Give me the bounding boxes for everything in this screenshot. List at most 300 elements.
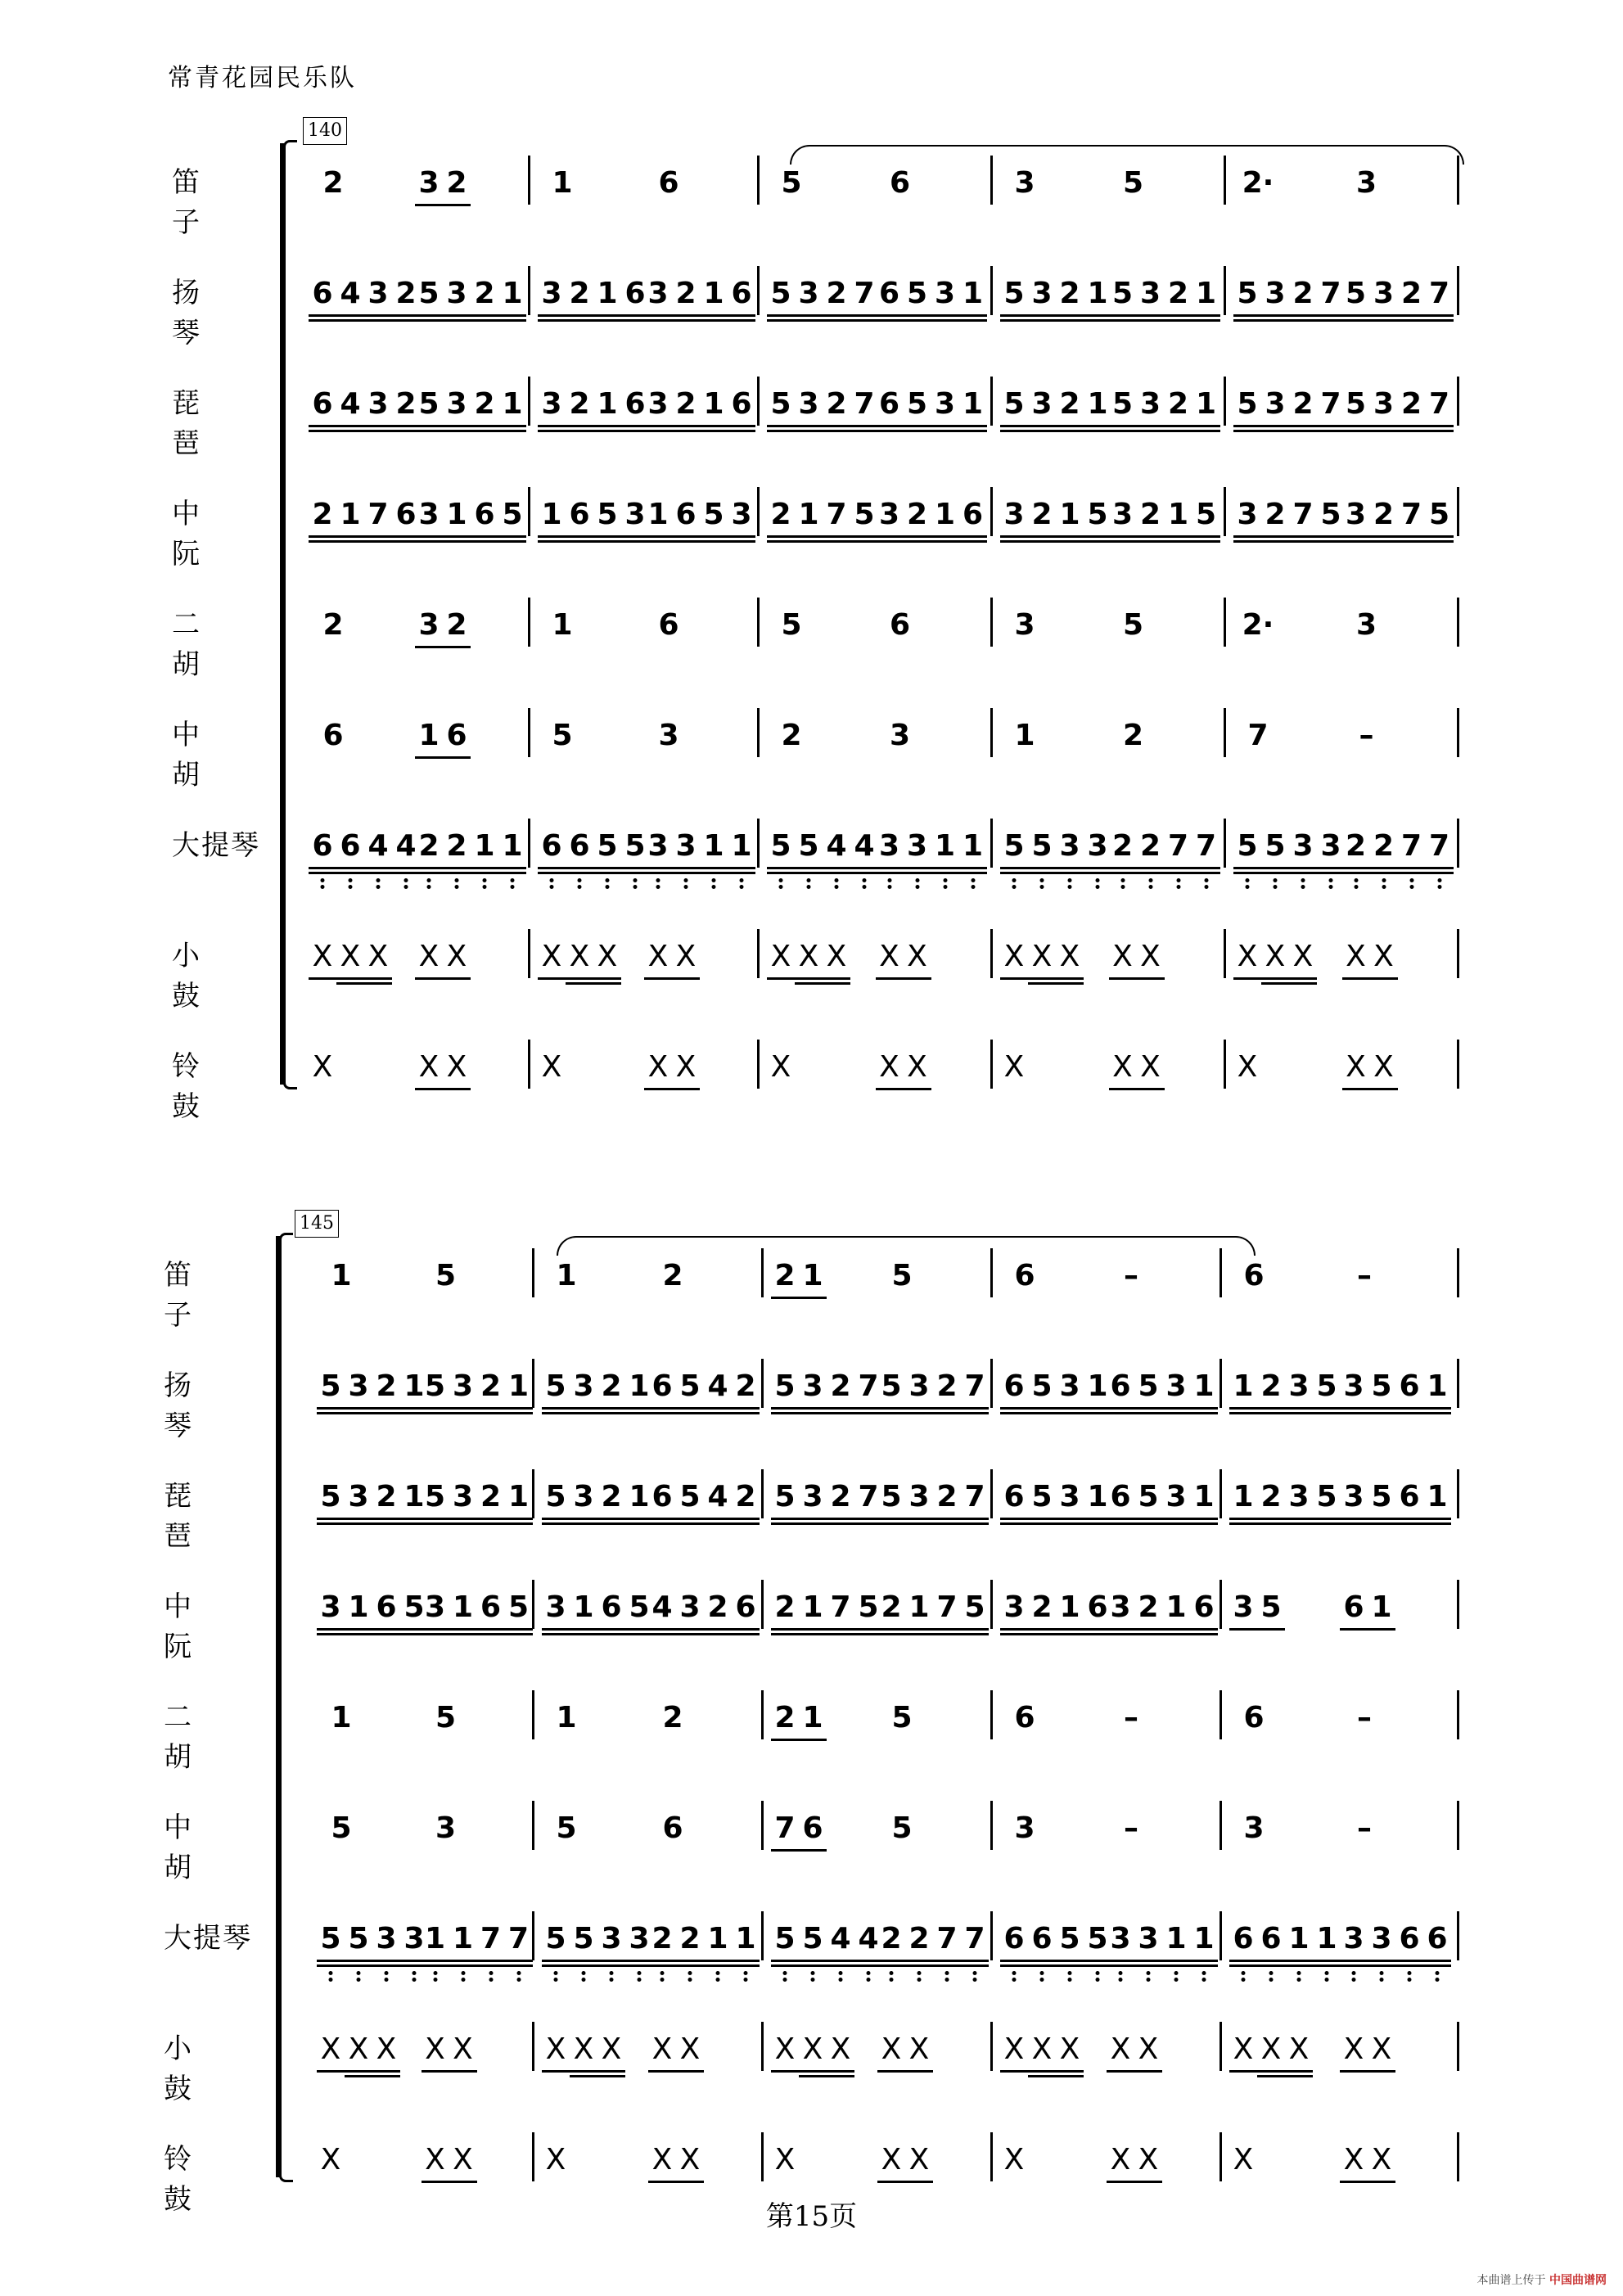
note: 1 [962,387,984,421]
beat-group [648,1590,760,1624]
beat-group [1109,498,1220,531]
beat-group [422,2032,477,2066]
note: 2 [376,1369,397,1403]
beam-line [542,1628,653,1631]
octave-dot [1297,1971,1301,1975]
beam-line [415,425,526,427]
beat-group [1000,940,1084,973]
rhythm-mark: X [1059,2032,1080,2066]
note: 3 [1107,1922,1134,1955]
beam-line [1107,1412,1218,1414]
barline [990,1248,993,1297]
note: 5 [1122,166,1144,200]
note: 5 [774,1369,796,1403]
barline [761,1911,764,1960]
octave-dot [740,885,744,889]
barline [528,1040,530,1089]
note: 1 [1427,1480,1448,1513]
barline [1224,266,1226,315]
rhythm-mark: X [830,2032,851,2066]
beat-group [1107,1811,1156,1845]
note: 3 [545,1590,566,1624]
note: 1 [597,277,618,310]
beam-line [1229,1628,1285,1631]
beat-group [1340,2032,1395,2066]
beat-group [767,166,816,200]
note: 1 [340,498,361,531]
beat-group [1107,2143,1162,2176]
note: 5 [435,1701,457,1734]
beam-line [415,430,526,432]
rhythm-mark: X [541,940,562,973]
rhythm-mark: X [651,2143,673,2176]
note: 6 [1243,1259,1265,1292]
octave-dot [1012,878,1017,882]
octave-dot [550,885,554,889]
beat-group [644,387,755,421]
note: 5 [1371,1480,1392,1513]
bracket-cap-top [279,1233,293,1239]
beat-group [1107,1701,1156,1734]
beat-group [1000,1259,1049,1292]
rhythm-mark: X [1237,1050,1258,1084]
octave-dot [688,1978,692,1982]
rhythm-mark: X [601,2032,622,2066]
rhythm-mark: X [418,1050,440,1084]
octave-dot [660,1978,665,1982]
beam-line [1109,425,1220,427]
beam-line [415,872,526,874]
note: 1 [700,829,728,863]
beam-line [644,867,755,869]
rhythm-mark: X [770,940,791,973]
note: 2 [662,1701,683,1734]
note: 1 [1313,1922,1341,1955]
instrument-label: 小鼓 [172,940,242,1013]
note: – [1124,1811,1138,1845]
octave-dot [779,885,783,889]
note: 3 [1014,1811,1035,1845]
beam-line [542,1960,653,1962]
note: 5 [345,1922,372,1955]
note: 5 [1345,277,1367,310]
note: 6 [1229,1922,1257,1955]
note: 7 [830,1590,851,1624]
phrase-slur [790,145,1464,165]
barline [1224,819,1226,868]
barline [990,1801,993,1850]
barline [761,1690,764,1739]
note: 1 [802,1590,823,1624]
rhythm-mark: X [367,940,389,973]
beam-line [415,867,526,869]
beam-line [317,1628,428,1631]
octave-dot [404,878,408,882]
beat-group [648,1811,697,1845]
octave-dot [1409,885,1413,889]
note: 1 [1371,1590,1392,1624]
beat-group [1000,1922,1111,1955]
octave-dot [712,878,716,882]
note: 6 [376,1590,397,1624]
instrument-label: 中胡 [164,1811,234,1884]
barline [757,819,760,868]
octave-dot [1246,878,1250,882]
note: 3 [679,1590,701,1624]
note: 5 [767,829,795,863]
note: 6 [1395,1922,1423,1955]
octave-dot [606,885,610,889]
beam-line [1109,430,1220,432]
note: 1 [331,1259,352,1292]
beam-line [1109,314,1220,317]
beat-group [1340,1922,1451,1955]
note: 5 [1138,1480,1159,1513]
beam-line [877,1412,989,1414]
note: 2 [474,277,495,310]
note: 7 [1320,277,1341,310]
barline [1457,708,1459,757]
note: 5 [891,1259,913,1292]
octave-dot [1436,1971,1440,1975]
note: 2 [1137,829,1165,863]
barline [757,487,760,536]
beat-group [422,2143,477,2176]
beat-group [309,829,420,863]
beat-group [648,1701,697,1734]
beam-line [1000,1964,1111,1967]
note: 5 [1320,498,1341,531]
beam-line [877,1518,989,1520]
beam-line [317,1960,428,1962]
beam-line [1109,540,1220,543]
beam-line [415,977,471,980]
note: 2 [676,1922,704,1955]
beam-line [644,314,755,317]
beat-group [1109,719,1158,752]
note: 2 [415,829,443,863]
barline [757,598,760,647]
note: 3 [908,1369,930,1403]
beam-line [1028,982,1084,985]
barline [528,708,530,757]
barline [990,1580,993,1629]
note: 2 [446,166,467,200]
rhythm-mark: X [340,940,361,973]
note: 1 [1059,498,1080,531]
note: 7 [1428,387,1450,421]
beam-line [1233,872,1345,874]
note: 1 [1233,1369,1254,1403]
octave-dot [807,878,811,882]
octave-dot [1301,885,1305,889]
beam-line [1109,867,1220,869]
note: 6 [569,498,590,531]
beat-group [877,1922,989,1955]
beam-line [877,1964,989,1967]
beam-line [767,314,878,317]
octave-dot [917,1978,922,1982]
note: 3 [348,1480,369,1513]
beam-line [1107,1964,1218,1967]
beat-group [1109,940,1165,973]
note: 5 [1233,829,1261,863]
note: 3 [1139,387,1161,421]
beat-group [1229,1811,1278,1845]
beam-line [1000,1960,1111,1962]
octave-dot [890,1971,894,1975]
octave-dot [433,1971,437,1975]
note: 2 [830,1369,851,1403]
beam-line [876,872,987,874]
note: 3 [1343,1369,1364,1403]
note: 2 [1031,498,1053,531]
note: 1 [552,608,573,642]
octave-dot [811,1971,815,1975]
octave-dot [744,1978,748,1982]
beam-line [1261,982,1317,985]
beam-line [538,540,649,543]
beat-group [422,1590,533,1624]
beat-group [767,940,850,973]
note: 3 [731,498,752,531]
note: 6 [675,498,697,531]
note: 5 [1371,1369,1392,1403]
rhythm-mark: X [1140,1050,1161,1084]
note: 3 [418,608,440,642]
octave-dot [385,1971,389,1975]
beam-line [422,1633,533,1635]
note: 3 [1289,829,1317,863]
beam-line [767,867,878,869]
beam-line [415,1088,471,1090]
note: 4 [707,1369,728,1403]
note: 7 [1428,277,1450,310]
beam-line [317,1518,428,1520]
note: 3 [802,1480,823,1513]
octave-dot [1408,1971,1412,1975]
note: 5 [556,1811,577,1845]
barline [532,2022,534,2071]
beat-group [317,1259,366,1292]
rhythm-mark: X [675,1050,697,1084]
note: 3 [1139,277,1161,310]
beat-group [767,498,878,531]
beat-group [415,277,526,310]
note: 1 [418,719,440,752]
octave-dot [357,1978,361,1982]
beat-group [415,608,471,642]
beat-group [877,1369,989,1403]
note: 5 [424,1480,446,1513]
barline [1457,1040,1459,1089]
beam-line [1000,540,1111,543]
octave-dot [943,885,947,889]
note: 5 [593,829,621,863]
note: 5 [906,387,928,421]
beat-group [542,1590,653,1624]
rhythm-mark: X [647,1050,669,1084]
rhythm-mark: X [1138,2143,1159,2176]
beam-line [309,314,420,317]
octave-dot [489,1971,493,1975]
beat-group [317,1922,428,1955]
note: 3 [1031,277,1053,310]
note: 6 [651,1369,673,1403]
octave-dot [1120,878,1125,882]
octave-dot [945,1971,949,1975]
note: 3 [1056,829,1084,863]
rhythm-mark: X [569,940,590,973]
note: 5 [854,498,875,531]
beat-group [648,1480,760,1513]
note: 1 [348,1590,369,1624]
beam-line [422,2181,477,2183]
beam-line [1233,540,1345,543]
rhythm-mark: X [1371,2143,1392,2176]
beat-group [415,1050,471,1084]
note: 1 [962,277,984,310]
beam-line [771,1518,882,1520]
barline [757,708,760,757]
note: 5 [1003,277,1025,310]
note: 1 [507,1480,530,1513]
note: 2 [395,277,417,310]
note: 7 [367,498,389,531]
beat-group [1342,608,1391,642]
note: 2 [1400,387,1422,421]
note: 6 [1110,1369,1131,1403]
beam-line [336,982,392,985]
note: 6 [480,1590,502,1624]
beam-line [1028,2075,1084,2077]
beat-group [422,1369,533,1403]
beam-line [1342,540,1454,543]
note: 3 [424,1590,446,1624]
rhythm-mark: X [881,2032,902,2066]
note: 2 [1059,277,1080,310]
beat-group [1107,1590,1218,1624]
beam-line [876,535,987,538]
note: 3 [1355,166,1377,200]
barline [990,266,993,315]
beam-line [1342,314,1454,317]
beat-group [1229,2143,1257,2176]
beam-line [648,1628,760,1631]
beat-group [1233,940,1317,973]
beam-line [1233,319,1345,322]
beat-group [309,1050,336,1084]
note: 1 [498,829,526,863]
note: 1 [452,1590,474,1624]
octave-dot [1040,885,1044,889]
note: 3 [1265,277,1286,310]
note: 2 [1342,829,1370,863]
note: 6 [802,1811,823,1845]
rhythm-mark: X [573,2032,594,2066]
note: 6 [312,277,333,310]
note: 7 [1247,719,1269,752]
beat-group [1229,1590,1285,1624]
rhythm-mark: X [1260,2032,1282,2066]
octave-dot [1096,878,1100,882]
rhythm-mark: X [1373,1050,1394,1084]
note: 2 [1109,829,1137,863]
barline [990,598,993,647]
beat-group [1109,1050,1165,1084]
rhythm-mark: X [1237,940,1258,973]
beam-line [876,430,987,432]
rhythm-mark: X [907,1050,927,1084]
octave-dot [385,1978,389,1982]
note: 1 [573,1590,594,1624]
beat-group [542,1811,591,1845]
beam-line [1000,1518,1111,1520]
beat-group [1107,1922,1218,1955]
note: 5 [1028,829,1056,863]
beat-group [1342,498,1454,531]
beam-line [309,535,420,538]
rhythm-mark: X [1031,940,1053,973]
beat-group [876,940,931,973]
octave-dot [973,1978,977,1982]
note: 2 [601,1369,622,1403]
octave-dot [835,878,839,882]
note: 1 [1167,498,1189,531]
octave-dot [839,1978,843,1982]
octave-dot [915,878,919,882]
measure-number: 145 [295,1210,339,1238]
barline [1224,377,1226,426]
beat-group [1340,1369,1451,1403]
note: 5 [1261,829,1289,863]
beam-line [1340,2070,1395,2073]
note: 3 [446,387,467,421]
beat-group [1000,719,1049,752]
beam-line [1340,1964,1451,1967]
beat-group [1340,1701,1389,1734]
note: 4 [823,829,850,863]
beam-line [1342,867,1454,869]
octave-dot [483,885,487,889]
octave-dot [321,885,325,889]
rhythm-mark: X [312,1050,333,1084]
barline [528,266,530,315]
note: 3 [1110,1590,1131,1624]
beat-group [542,2143,570,2176]
beam-line [877,1407,989,1410]
note: 3 [1233,1590,1254,1624]
note: 7 [964,1369,985,1403]
note: 1 [331,1701,352,1734]
beam-line [1257,2075,1313,2077]
barline [757,266,760,315]
beam-line [771,1633,882,1635]
beat-group [644,166,693,200]
instrument-label: 中胡 [172,719,242,792]
beat-group [648,1922,760,1955]
note: 2 [662,1259,683,1292]
note: 4 [651,1590,673,1624]
beam-line [648,1407,760,1410]
note: 6 [1087,1590,1108,1624]
note: 3 [418,498,440,531]
credit-logo: 中国曲谱网 [1549,2274,1607,2287]
beam-line [1342,425,1454,427]
beat-group [415,829,526,863]
instrument-label: 二胡 [164,1701,234,1774]
octave-dot [660,1971,665,1975]
